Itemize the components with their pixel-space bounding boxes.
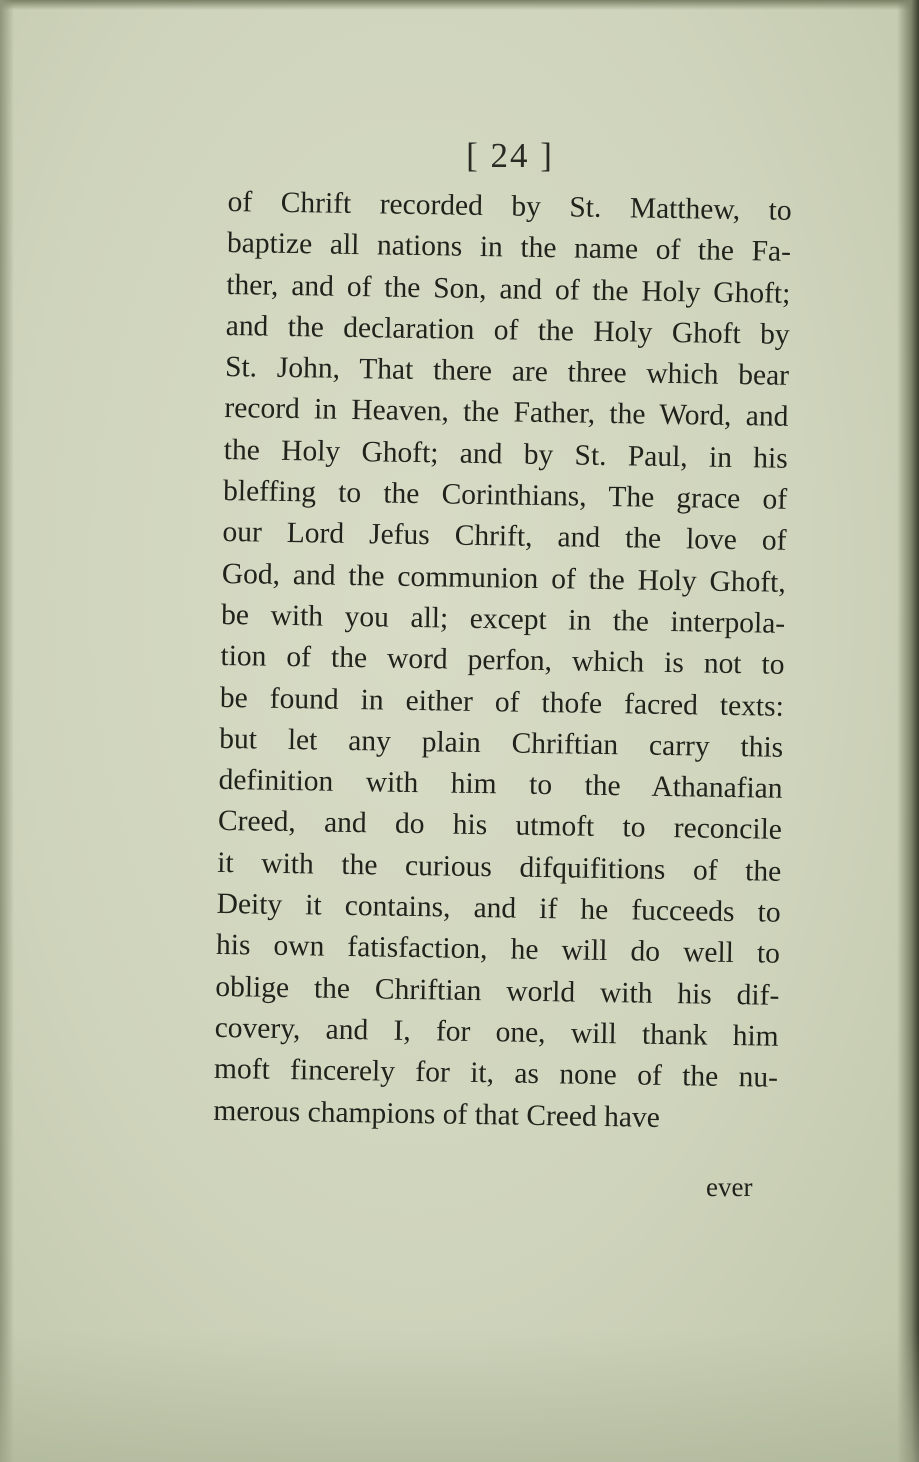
page-left-edge (0, 0, 14, 1462)
text-line: our Lord Jefus Chrift, and the love of (222, 516, 787, 558)
text-line: moft fincerely for it, as none of the nu- (213, 1053, 779, 1094)
text-line: ther, and of the Son, and of the Holy Ghoft; (226, 268, 791, 310)
text-line: and the declaration of the Holy Ghoft by (225, 309, 790, 351)
page-right-edge (897, 0, 919, 1462)
text-line: merous champions of that Creed have (213, 1094, 661, 1134)
text-line: his own fatisfaction, he will do well to (215, 929, 781, 971)
catchword: ever (706, 1172, 753, 1202)
text-line: bleffing to the Corinthians, The grace of (222, 475, 788, 516)
text-line: tion of the word perfon, which is not to (220, 640, 785, 682)
text-line: Deity it contains, and if he fucceeds to (216, 887, 781, 929)
text-line: oblige the Chriftian world with his dif- (215, 970, 780, 1012)
page-top-edge (0, 0, 919, 10)
text-line: God, and the communion of the Holy Ghoft, (221, 557, 787, 599)
text-line: definition with him to the Athanafian (218, 764, 783, 805)
text-line: be with you all; except in the interpola- (220, 598, 786, 640)
text-line: record in Heaven, the Father, the Word, and (224, 392, 789, 434)
text-line: the Holy Ghoft; and by St. Paul, in his (223, 433, 788, 475)
page-bottom-shading (0, 1330, 919, 1462)
page-number: [ 24 ] (466, 136, 554, 175)
text-line: baptize all nations in the name of the Fa- (226, 227, 792, 269)
text-line: of Chrift recorded by St. Matthew, to (227, 185, 792, 227)
body-text (213, 182, 792, 1141)
text-line: covery, and I, for one, will thank him (214, 1011, 779, 1053)
text-line: it with the curious difquifitions of the (217, 846, 782, 888)
text-line: be found in either of thofe facred texts: (219, 681, 785, 723)
text-line: St. John, That there are three which bear (224, 351, 790, 393)
text-line: Creed, and do his utmoft to reconcile (217, 805, 783, 847)
text-line: but let any plain Chriftian carry this (219, 722, 784, 764)
